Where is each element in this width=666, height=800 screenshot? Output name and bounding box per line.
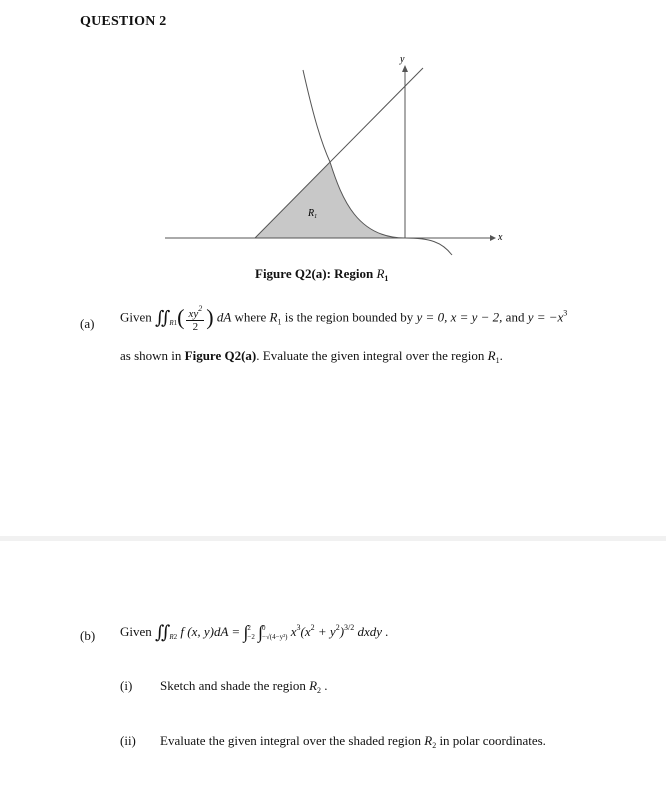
part-b-differential: dxdy . [357, 624, 389, 639]
y-axis-label: y [400, 54, 405, 65]
figure-caption-text: Figure Q2(a): Region [255, 266, 374, 281]
integrand-x: x [290, 624, 297, 639]
x-axis-arrow [490, 235, 496, 241]
part-a-region: R [269, 309, 278, 325]
outer-limits: 2 −2 [247, 624, 255, 642]
part-a-where: where [234, 309, 267, 325]
inner-limits: 0 −√(4−y²) [262, 624, 288, 642]
double-integral-symbol-b: ∬ [155, 622, 171, 642]
integral-region-a: R1 [169, 318, 178, 327]
part-a-and: and [505, 309, 525, 325]
part-a-cond1: y = 0, [416, 309, 448, 325]
region-label-r1: $R_1$ [308, 208, 318, 220]
figure-q2a [160, 50, 520, 265]
page-divider [0, 536, 666, 541]
region-r1-shading [255, 162, 405, 238]
x-axis-label: x [498, 232, 503, 243]
part-b-given: Given [120, 624, 152, 639]
integral-region-b: R2 [169, 633, 178, 642]
part-a-cond2: x = y − 2, [450, 309, 503, 325]
figure-caption [255, 266, 388, 283]
figure-reference: Figure Q2(a) [184, 348, 257, 363]
integrand-fraction: $\frac{xy^2}{2}$ [188, 304, 203, 333]
part-b-line-1: Given ∬ R2 f (x, y)dA = ∫2 −2 ∫0 −√(4−y²) $x^3(x^2 + y^2)^{3/2}$ dxdy . [120, 622, 389, 642]
figure-caption-region-sub: 1 [384, 274, 389, 283]
question-title: QUESTION 2 [80, 14, 167, 29]
part-a-line-2: as shown in Figure Q2(a). Evaluate the given integral over the region $R_1$. [120, 348, 503, 365]
outer-integral-symbol: ∫ [243, 622, 249, 642]
part-b-ii-label: (ii) [120, 733, 136, 748]
part-a-label: (a) [80, 316, 95, 331]
part-b-i-label: (i) [120, 678, 133, 693]
y-axis-arrow [402, 65, 408, 72]
double-integral-symbol: ∬ [155, 307, 171, 328]
part-b-lhs: f (x, y)dA = [180, 624, 241, 639]
part-a-cond3: y = −x [527, 309, 564, 325]
part-a-given: Given [120, 309, 152, 325]
part-b-label: (b) [80, 628, 96, 643]
part-b-i-text: Sketch and shade the region $R_2$ . [160, 678, 328, 695]
part-a-line-1: Given ∬ R1( $\frac{xy^2}{2}$ ) dA where $R_1$ is the region bounded by y = 0, x = y − 2, and $y = -x^3$ [120, 304, 568, 333]
part-b-ii-text: Evaluate the given integral over the shaded region $R_2$ in polar coordinates. [160, 733, 546, 750]
inner-integral-symbol: ∫ [258, 622, 264, 642]
part-a-bounded-text: is the region bounded by [284, 309, 414, 325]
figure-caption-region: R [376, 266, 385, 281]
part-a-dA: dA [216, 309, 232, 325]
